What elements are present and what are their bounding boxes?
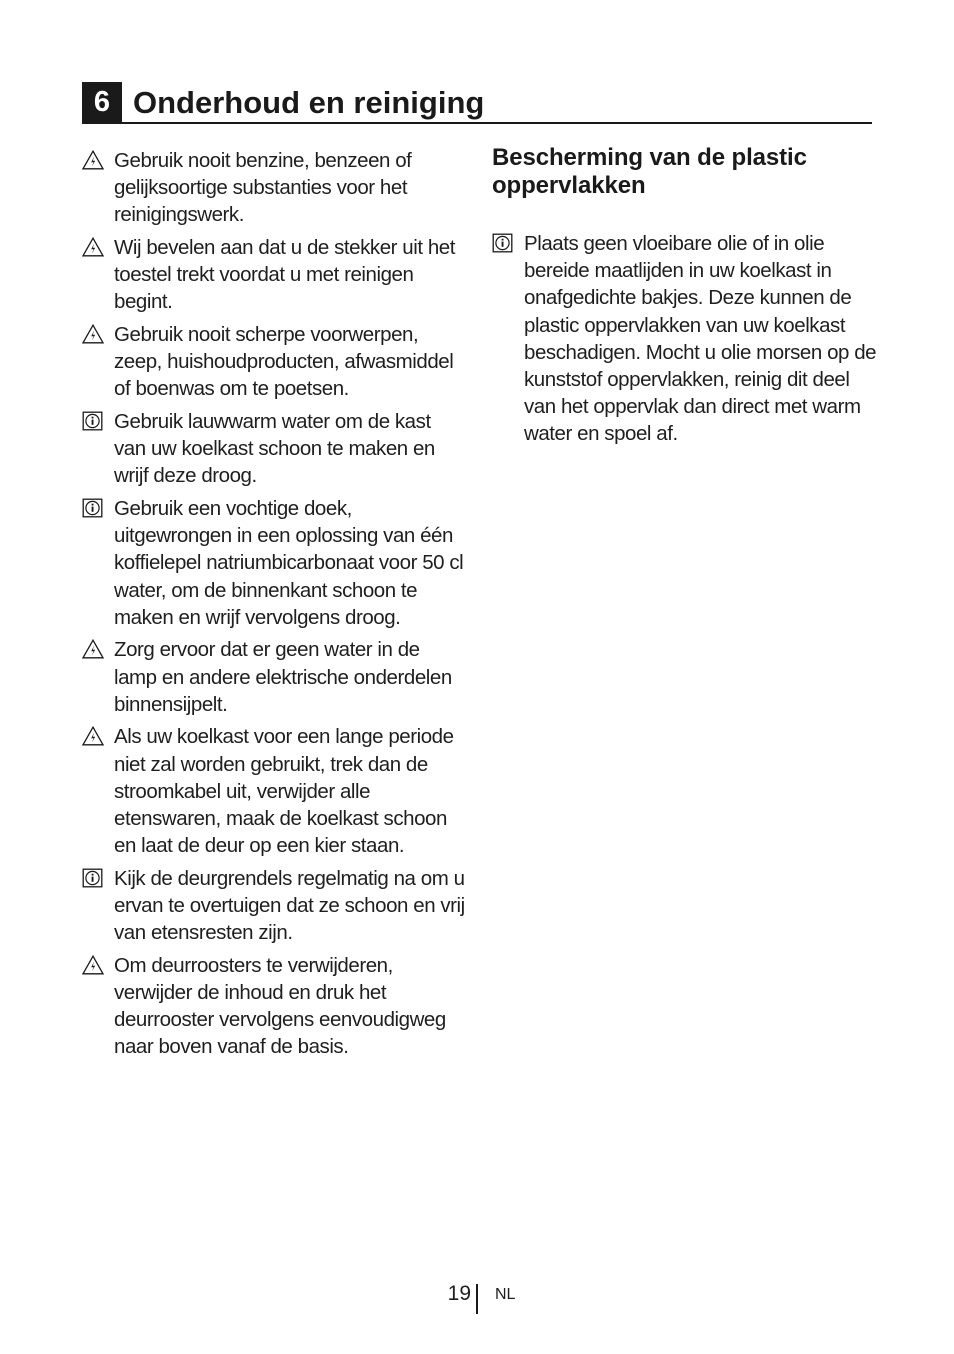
left-column (82, 147, 467, 1066)
page-footer (0, 1280, 954, 1316)
list-item (492, 230, 877, 448)
list-item (82, 723, 467, 859)
list-item-text: Gebruik nooit scherpe voorwerpen, zeep, huishoudproducten, afwasmiddel of boenwas om te poetsen. (114, 323, 454, 401)
list-item (82, 408, 467, 490)
list-item-text: Gebruik nooit benzine, benzeen of gelijksoortige substanties voor het reinigingswerk. (114, 149, 412, 227)
list-item-text: Gebruik een vochtige doek, uitgewrongen in een oplossing van één koffielepel natriumbicarbonaat voor 50 cl water, om de binnenkant schoon te maken en wrijf vervolgens droog. (114, 497, 464, 629)
list-item (82, 952, 467, 1061)
list-item-text: Gebruik lauwwarm water om de kast van uw koelkast schoon te maken en wrijf deze droog. (114, 410, 435, 488)
info-icon (492, 233, 514, 253)
list-item (82, 495, 467, 631)
list-item (82, 865, 467, 947)
list-item-text: Zorg ervoor dat er geen water in de lamp en andere elektrische onderdelen binnensijpelt. (114, 638, 452, 716)
list-item-text: Plaats geen vloeibare olie of in olie bereide maatlijden in uw koelkast in onafgedichte bakjes. Deze kunnen de plastic oppervlakken van uw koelkast beschadigen. Mocht u olie morsen op de kunststof oppervlakken, reinig dit deel van het oppervlak dan direct met warm water en spoel af. (524, 232, 877, 446)
list-item-text: Om deurroosters te verwijderen, verwijder de inhoud en druk het deurrooster vervolgens eenvoudigweg naar boven vanaf de basis. (114, 953, 446, 1059)
warning-icon (82, 639, 104, 659)
footer-divider (476, 1284, 478, 1314)
info-icon (82, 498, 104, 518)
list-item-text: Wij bevelen aan dat u de stekker uit het toestel trekt voordat u met reinigen begint. (114, 236, 455, 314)
list-item (82, 234, 467, 316)
list-item (82, 636, 467, 718)
warning-icon (82, 237, 104, 257)
warning-icon (82, 726, 104, 746)
warning-icon (82, 324, 104, 344)
language-code: NL (495, 1286, 516, 1303)
info-icon (82, 411, 104, 431)
chapter-title: Onderhoud en reiniging (133, 85, 485, 120)
chapter-header (82, 82, 872, 124)
list-item (82, 321, 467, 403)
list-item (82, 147, 467, 229)
page-number: 19 (447, 1282, 471, 1305)
section-heading: Bescherming van de plastic oppervlakken (492, 144, 807, 199)
right-column (492, 144, 877, 453)
list-item-text: Als uw koelkast voor een lange periode niet zal worden gebruikt, trek dan de stroomkabel uit, verwijder alle etenswaren, maak de koelkast schoon en laat de deur op een kier staan. (114, 725, 454, 858)
warning-icon (82, 150, 104, 170)
list-item-text: Kijk de deurgrendels regelmatig na om u ervan te overtuigen dat ze schoon en vrij van etensresten zijn. (114, 866, 465, 945)
warning-icon (82, 955, 104, 975)
chapter-number: 6 (82, 82, 122, 122)
info-icon (82, 868, 104, 888)
